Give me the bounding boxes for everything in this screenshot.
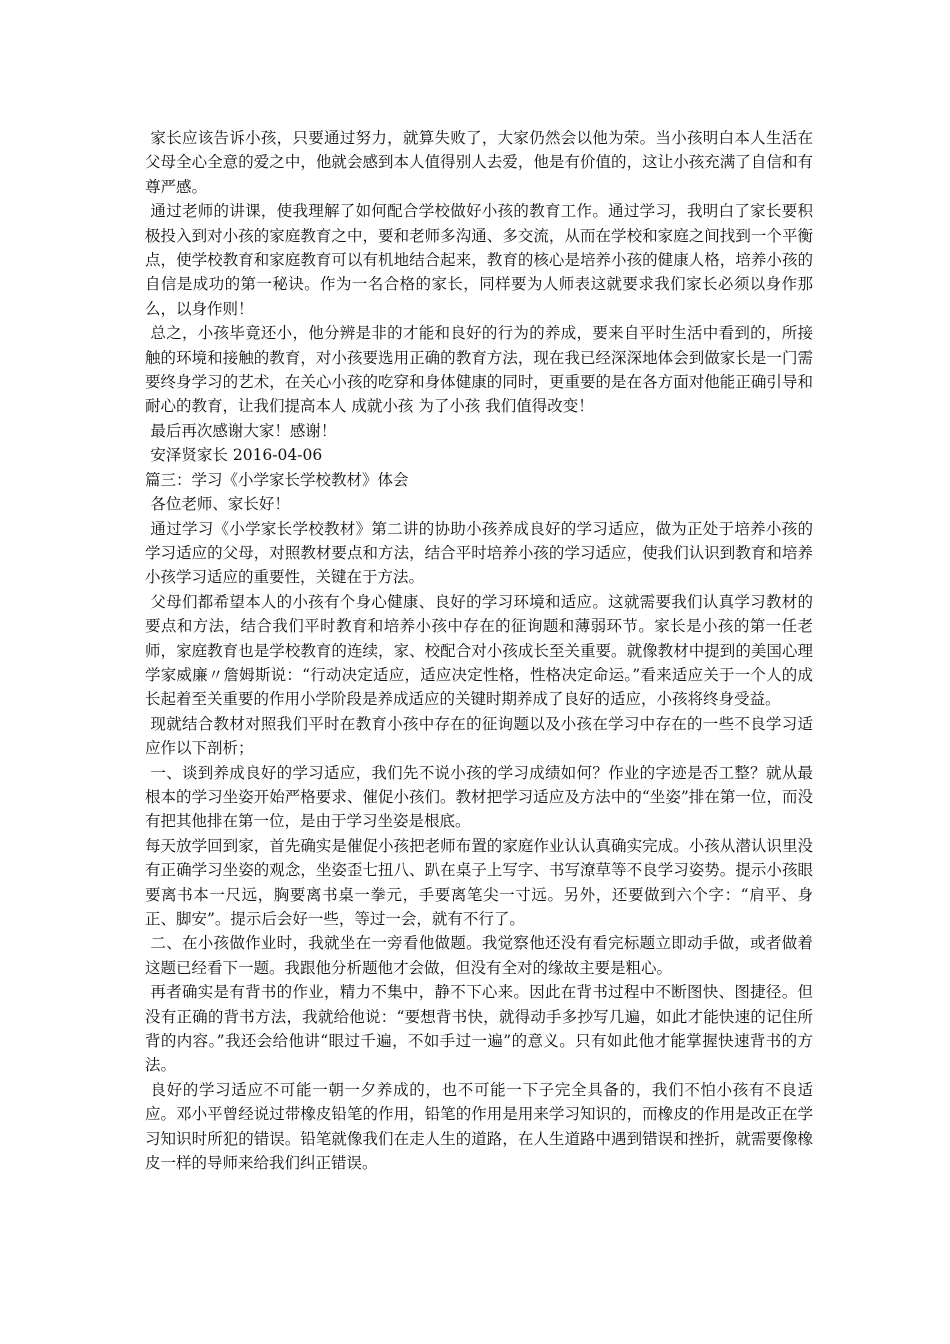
paragraph: 良好的学习适应不可能一朝一夕养成的，也不可能一下子完全具备的，我们不怕小孩有不良适应。邓小平曾经说过带橡皮铅笔的作用，铅笔的作用是用来学习知识的，而橡皮的作用是改正在学习知识时所犯的错误。铅笔就像我们在走人生的道路，在人生道路中遇到错误和挫折，就需要像橡皮一样的导师来给我们纠正错误。 xyxy=(145,1080,813,1173)
paragraph: 二、在小孩做作业时，我就坐在一旁看他做题。我觉察他还没有看完标题立即动手做，或者做着这题已经看下一题。我跟他分析题他才会做，但没有全对的缘故主要是粗心。 xyxy=(145,934,813,977)
document-page xyxy=(145,126,813,1175)
paragraph: 一、谈到养成良好的学习适应，我们先不说小孩的学习成绩如何？作业的字迹是否工整？就从最根本的学习坐姿开始严格要求、催促小孩们。教材把学习适应及方法中的“坐姿”排在第一位，而没有把其他排在第一位，是由于学习坐姿是根底。 xyxy=(145,763,813,831)
section-heading: 篇三：学习《小学家长学校教材》体会 xyxy=(145,470,409,489)
paragraph: 再者确实是有背书的作业，精力不集中，静不下心来。因此在背书过程中不断图快、图捷径。但没有正确的背书方法，我就给他说：“要想背书快，就得动手多抄写几遍，如此才能快速的记住所背的内容。”我还会给他讲“眼过千遍，不如手过一遍”的意义。只有如此他才能掌握快速背书的方法。 xyxy=(145,983,813,1075)
paragraph: 最后再次感谢大家！感谢！ xyxy=(150,421,337,440)
greeting: 各位老师、家长好！ xyxy=(150,495,290,514)
paragraph: 现就结合教材对照我们平时在教育小孩中存在的征询题以及小孩在学习中存在的一些不良学习适应作以下剖析； xyxy=(145,714,813,758)
paragraph: 家长应该告诉小孩，只要通过努力，就算失败了，大家仍然会以他为荣。当小孩明白本人生活在父母全心全意的爱之中，他就会感到本人值得别人去爱，他是有价值的，这让小孩充满了自信和有尊严感。 xyxy=(145,129,813,196)
signature-line: 安泽贤家长 2016-04-06 xyxy=(150,446,323,465)
paragraph: 每天放学回到家，首先确实是催促小孩把老师布置的家庭作业认认真确实完成。小孩从潜认识里没有正确学习坐姿的观念，坐姿歪七扭八、趴在桌子上写字、书写潦草等不良学习姿势。提示小孩眼要离书本一尺远，胸要离书桌一拳元，手要离笔尖一寸远。另外，还要做到六个字：“肩平、身正、脚安”。提示后会好一些，等过一会，就有不行了。 xyxy=(145,836,813,928)
paragraph: 通过老师的讲课，使我理解了如何配合学校做好小孩的教育工作。通过学习，我明白了家长要积极投入到对小孩的家庭教育之中，要和老师多沟通、多交流，从而在学校和家庭之间找到一个平衡点，使学校教育和家庭教育可以有机地结合起来，教育的核心是培养小孩的健康人格，培养小孩的自信是成功的第一秘诀。作为一名合格的家长，同样要为人师表这就要求我们家长必须以身作那么，以身作则！ xyxy=(145,202,813,318)
paragraph: 通过学习《小学家长学校教材》第二讲的协助小孩养成良好的学习适应，做为正处于培养小孩的学习适应的父母，对照教材要点和方法，结合平时培养小孩的学习适应，使我们认识到教育和培养小孩学习适应的重要性，关键在于方法。 xyxy=(145,519,813,587)
paragraph: 父母们都希望本人的小孩有个身心健康、良好的学习环境和适应。这就需要我们认真学习教材的要点和方法，结合我们平时教育和培养小孩中存在的征询题和薄弱环节。家长是小孩的第一任老师，家庭教育也是学校教育的连续，家、校配合对小孩成长至关重要。就像教材中提到的美国心理学家威廉〃詹姆斯说：“行动决定适应，适应决定性格，性格决定命运。”看来适应关于一个人的成长起着至关重要的作用小学阶段是养成适应的关键时期养成了良好的适应，小孩将终身受益。 xyxy=(145,592,813,709)
paragraph: 总之，小孩毕竟还小，他分辨是非的才能和良好的行为的养成，要来自平时生活中看到的，所接触的环境和接触的教育，对小孩要选用正确的教育方法，现在我已经深深地体会到做家长是一门需要终身学习的艺术，在关心小孩的吃穿和身体健康的同时，更重要的是在各方面对他能正确引导和耐心的教育，让我们提高本人 成就小孩 为了小孩 我们值得改变！ xyxy=(145,324,813,416)
